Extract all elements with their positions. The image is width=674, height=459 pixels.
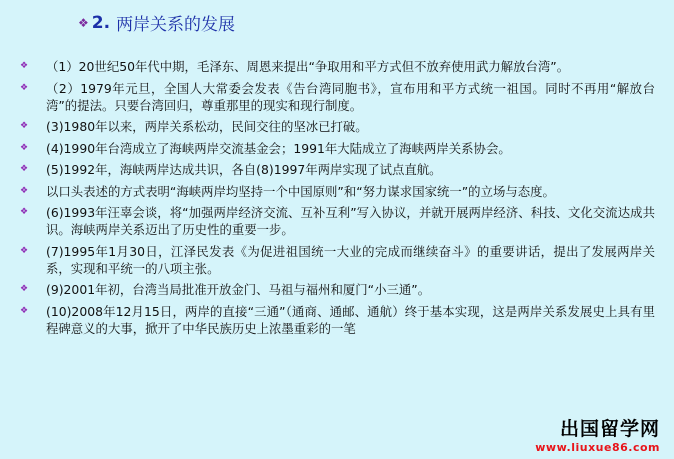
list-item-text: (7)1995年1月30日，江泽民发表《为促进祖国统一大业的完成而继续奋斗》的重要讲话，提出了发展两岸关系，实现和平统一的八项主张。: [46, 243, 655, 276]
list-item-text: 以口头表述的方式表明“海峡两岸均坚持一个中国原则”和“努力谋求国家统一”的立场与态度。: [46, 183, 555, 199]
list-item: [20, 204, 655, 238]
list-item: [20, 183, 655, 200]
list-item-text: （1）20世纪50年代中期，毛泽东、周恩来提出“争取用和平方式但不放弃使用武力解放台湾”。: [46, 59, 570, 74]
list-item-text: （2）1979年元旦，全国人大常委会发表《告台湾同胞书》，宣布用和平方式统一祖国。同时不再用“解放台湾”的提法。只要台湾回归，尊重那里的现实和现行制度。: [46, 80, 655, 113]
diamond-bullet-icon: ❖: [20, 207, 29, 217]
diamond-bullet-icon: ❖: [20, 61, 29, 71]
watermark-url: www.liuxue86.com: [535, 441, 660, 454]
list-item-text: (9)2001年初，台湾当局批准开放金门、马祖与福州和厦门“小三通”。: [46, 282, 431, 297]
list-item: [20, 303, 655, 337]
list-item-text: (10)2008年12月15日，两岸的直接“三通”（通商、通邮、通航）终于基本实现，这是两岸关系发展史上具有里程碑意义的大事，掀开了中华民族历史上浓墨重彩的一笔: [46, 303, 655, 336]
diamond-bullet-icon: ❖: [20, 121, 29, 131]
list-item: [20, 80, 655, 114]
list-item: [20, 281, 655, 298]
diamond-bullet-icon: ❖: [20, 185, 29, 196]
list-item: [20, 243, 655, 277]
diamond-bullet-icon: ❖: [20, 305, 29, 316]
title-bullet-icon: ❖: [78, 15, 89, 30]
title-number: 2.: [91, 12, 111, 33]
slide-title: [78, 10, 235, 35]
list-item-text: (3)1980年以来，两岸关系松动，民间交往的坚冰已打破。: [46, 119, 368, 134]
watermark-site-name: 出国留学网: [559, 418, 660, 440]
list-item-text: (5)1992年，海峡两岸达成共识，各自(8)1997年两岸实现了试点直航。: [46, 162, 442, 177]
list-item: [20, 58, 655, 75]
diamond-bullet-icon: ❖: [20, 245, 29, 256]
list-item-text: (6)1993年汪辜会谈，将“加强两岸经济交流、互补互利”写入协议，并就开展两岸经济、科技、文化交流达成共识。海峡两岸关系迈出了历史性的重要一步。: [46, 205, 655, 237]
list-item-text: (4)1990年台湾成立了海峡两岸交流基金会；1991年大陆成立了海峡两岸关系协会。: [46, 140, 511, 156]
diamond-bullet-icon: ❖: [20, 82, 29, 93]
diamond-bullet-icon: ❖: [20, 164, 29, 174]
list-item: [20, 140, 655, 157]
list-item: [20, 161, 655, 178]
bullet-list: [20, 58, 655, 341]
list-item: [20, 118, 655, 135]
site-watermark: [535, 420, 660, 453]
diamond-bullet-icon: ❖: [20, 142, 29, 153]
diamond-bullet-icon: ❖: [20, 284, 29, 294]
title-text: 两岸关系的发展: [116, 15, 236, 35]
